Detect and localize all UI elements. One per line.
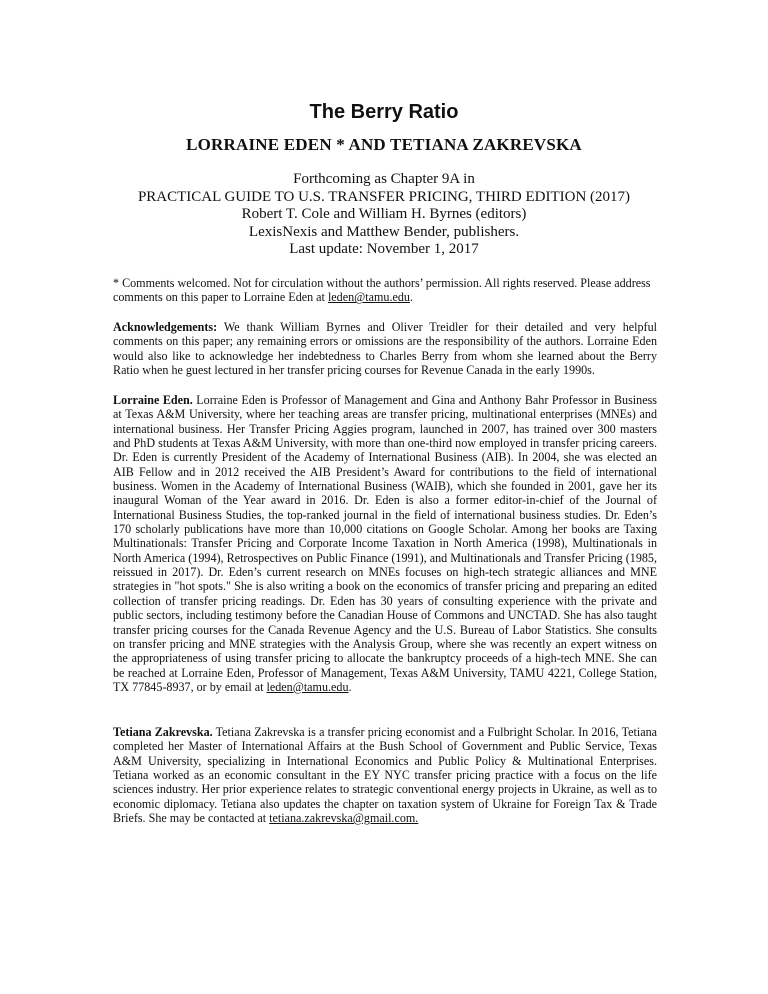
- bio-eden-text: Lorraine Eden is Professor of Management and Gina and Anthony Bahr Professor in Business at Texas A&M University, where her teaching areas are transfer pricing, multinational enterprises (MNEs) and international business. Her Transfer Pricing Aggies program, launched in 2007, has trained over 300 masters and PhD students at Texas A&M University, with more than one-third now employed in transfer pricing careers. Dr. Eden is currently President of the Academy of International Business (AIB). In 2004, she was elected an AIB Fellow and in 2012 received the AIB President’s Award for contributions to the field of international business. Women in the Academy of International Business (WAIB), which she founded in 2001, gave her its inaugural Woman of the Year award in 2016. Dr. Eden is also a former editor-in-chief of the Journal of International Business Studies, the top-ranked journal in the field of international business studies. Dr. Eden’s 170 scholarly publications have more than 10,000 citations on Google Scholar. Among her books are Taxing Multinationals: Transfer Pricing and Corporate Income Taxation in North America (1998), Multinationals in North America (1994), Retrospectives on Public Finance (1991), and Multinationals and Transfer Pricing (1985, reissued in 2017). Dr. Eden’s current research on MNEs focuses on high-tech strategic alliances and MNE strategies in "hot spots." She is also writing a book on the economics of transfer pricing and preparing an edited collection of transfer pricing readings. Dr. Eden has 30 years of consulting experience with the private and public sectors, including testimony before the Canadian House of Commons and UNCTAD. She has also taught transfer pricing courses for the Canada Revenue Agency and the U.S. Bureau of Labor Statistics. She consults on transfer pricing and MNE strategies with the Analysis Group, where she was recently an expert witness on the appropriateness of using transfer pricing to allocate the bankruptcy proceeds of a high-tech MNE. She can be reached at Lorraine Eden, Professor of Management, Texas A&M University, TAMU 4221, College Station, TX 77845-8937, or by email at: [113, 393, 657, 694]
- author-footnote: [113, 276, 657, 305]
- bio-eden-heading: Lorraine Eden.: [113, 393, 193, 407]
- bio-eden-paragraph: [113, 393, 657, 694]
- bio-zakrevska-heading: Tetiana Zakrevska.: [113, 725, 213, 739]
- publication-line-last-update: Last update: November 1, 2017: [289, 241, 479, 258]
- acknowledgements-paragraph: [113, 320, 657, 377]
- bio-zakrevska-text: Tetiana Zakrevska is a transfer pricing economist and a Fulbright Scholar. In 2016, Tetiana completed her Master of International Affairs at the Bush School of Government and Public Service, Texas A&M University, specializing in International Economics and Public Policy & Multinational Enterprises. Tetiana worked as an economic consultant in the EY NYC transfer pricing practice with a focus on the life sciences industry. Her prior experience relates to strategic conventional energy projects in Ukraine, as well as to economic diplomacy. Tetiana also updates the chapter on taxation system of Ukraine for Foreign Tax & Trade Briefs. She may be contacted at: [113, 725, 657, 826]
- acknowledgements-heading: Acknowledgements:: [113, 320, 218, 334]
- publication-line-editors: Robert T. Cole and William H. Byrnes (editors): [241, 206, 527, 223]
- bio-eden-email-link[interactable]: leden@tamu.edu: [266, 679, 349, 694]
- publication-line-forthcoming: Forthcoming as Chapter 9A in: [293, 171, 475, 187]
- publication-line-book-title: PRACTICAL GUIDE TO U.S. TRANSFER PRICING, THIRD EDITION (2017): [137, 188, 631, 205]
- acknowledgements-text: We thank William Byrnes and Oliver Treidler for their detailed and very helpful comments on this paper; any remaining errors or omissions are the responsibility of the authors. Lorraine Eden would also like to acknowledge her indebtedness to Charles Berry from whom she learned about the Berry Ratio when he guest lectured in her transfer pricing courses for Revenue Canada in the early 1990s.: [113, 320, 657, 378]
- publication-line-publishers: LexisNexis and Matthew Bender, publishers.: [248, 223, 520, 240]
- footnote-text: * Comments welcomed. Not for circulation without the authors’ permission. All rights reserved. Please address comments on this paper to Lorraine Eden at: [113, 276, 651, 305]
- footnote-end: .: [409, 290, 413, 305]
- document-title: The Berry Ratio: [309, 101, 459, 123]
- publication-info: [0, 171, 768, 259]
- bio-eden-end: .: [348, 679, 352, 694]
- bio-zakrevska-paragraph: [113, 725, 657, 825]
- bio-zakrevska-email-link[interactable]: tetiana.zakrevska@gmail.com.: [269, 811, 419, 826]
- author-names: LORRAINE EDEN * AND TETIANA ZAKREVSKA: [186, 135, 582, 154]
- footnote-email-link[interactable]: leden@tamu.edu: [327, 290, 410, 305]
